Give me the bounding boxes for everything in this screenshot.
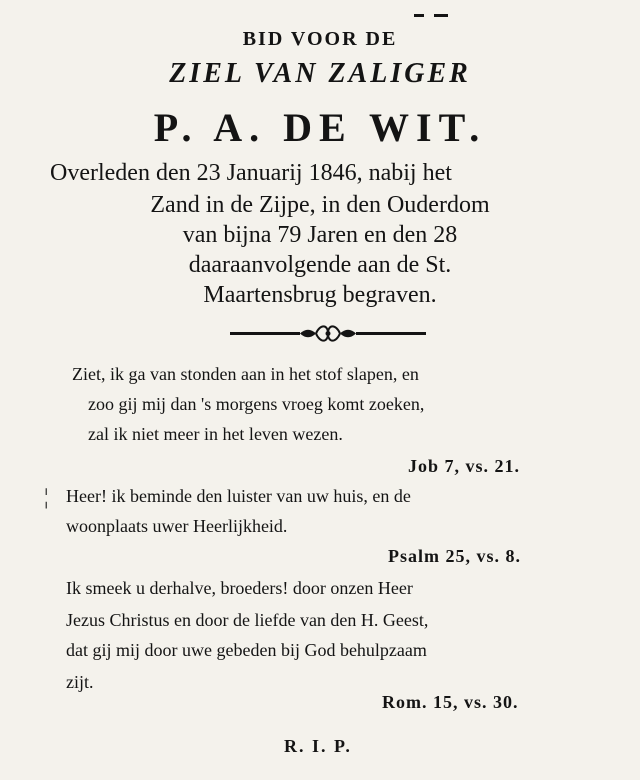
verse-1-line-3: zal ik niet meer in het leven wezen. (88, 424, 343, 444)
verse-3-reference: Rom. 15, vs. 30. (382, 692, 519, 712)
verse-3-line-1: Ik smeek u derhalve, broeders! door onzen Heer (66, 578, 413, 598)
verse-3-line-2: Jezus Christus en door de liefde van den H. Geest, (66, 610, 429, 630)
verse-1-line-2: zoo gij mij dan 's morgens vroeg komt zoeken, (88, 394, 425, 414)
verse-2-line-2: woonplaats uwer Heerlijkheid. (66, 516, 288, 536)
header-line-1: BID VOOR DE (242, 28, 398, 50)
intro-line-1: Overleden den 23 Januarij 1846, nabij het (50, 160, 452, 186)
intro-line-2: Zand in de Zijpe, in den Ouderdom (150, 192, 490, 218)
verse-1-reference: Job 7, vs. 21. (408, 456, 521, 476)
verse-1-line-1: Ziet, ik ga van stonden aan in het stof slapen, en (72, 364, 419, 384)
deceased-name: P. A. DE WIT. (153, 105, 487, 150)
verse-2-line-1: Heer! ik beminde den luister van uw huis, en de (66, 486, 411, 506)
intro-line-4: daaraanvolgende aan de St. (188, 252, 452, 278)
verse-2-reference: Psalm 25, vs. 8. (388, 546, 521, 566)
intro-line-3: van bijna 79 Jaren en den 28 (182, 222, 458, 248)
intro-line-5: Maartensbrug begraven. (203, 282, 437, 308)
verse-3-line-4: zijt. (66, 672, 94, 692)
verse-3-line-3: dat gij mij door uwe gebeden bij God behulpzaam (66, 640, 427, 660)
header-line-2: ZIEL VAN ZALIGER (169, 58, 471, 89)
closing-rip: R. I. P. (284, 736, 352, 756)
top-print-marks (412, 14, 452, 18)
margin-mark: ¦ (44, 484, 49, 509)
scroll-ornament-icon (228, 322, 428, 346)
